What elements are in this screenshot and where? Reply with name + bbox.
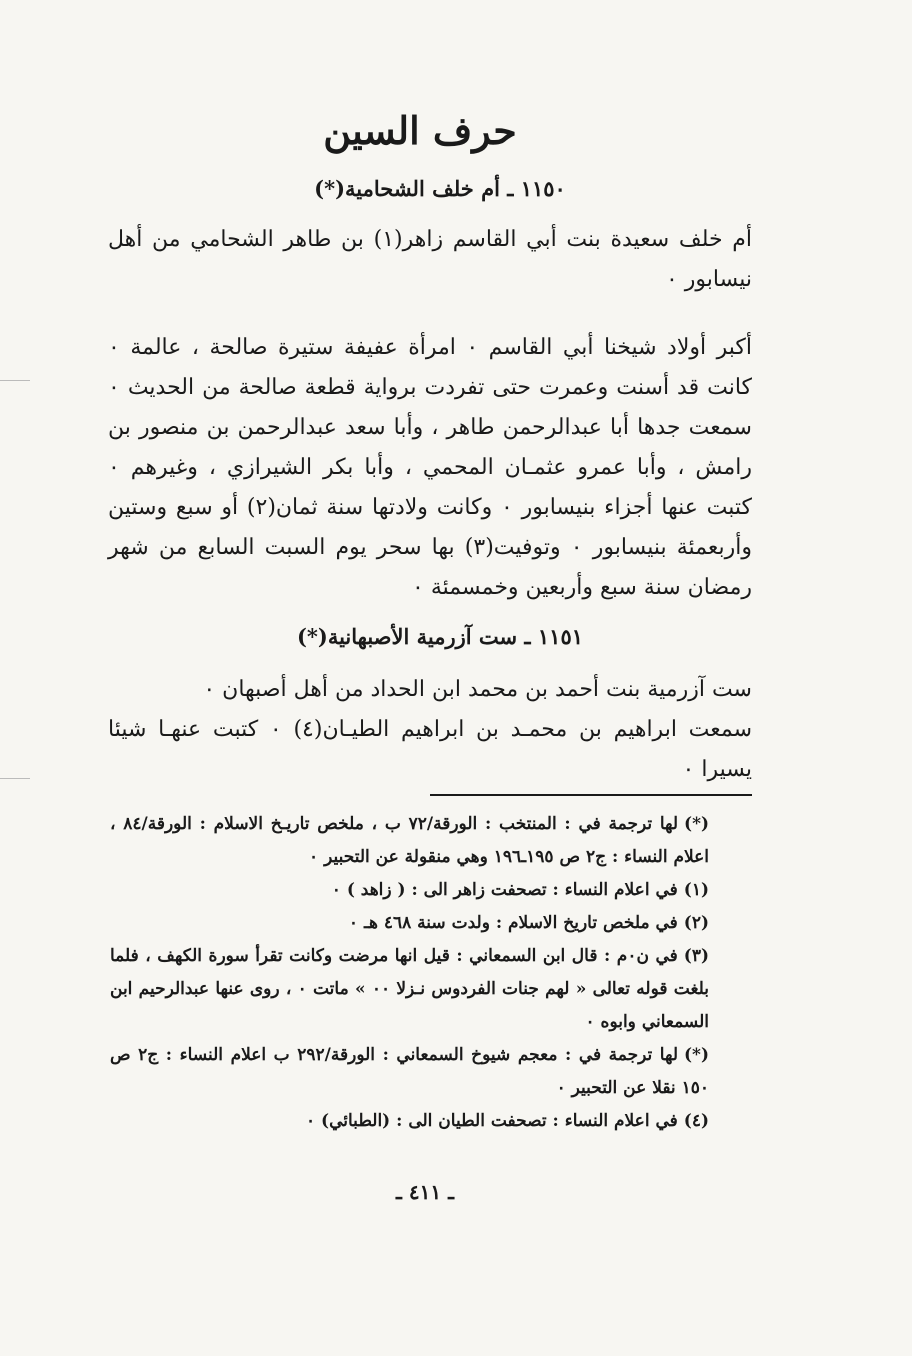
entry-1150-paragraph-2: أكبر أولاد شيخنا أبي القاسم ٠ امرأة عفيفة ستيرة صالحة ، عالمة ٠ كانت قد أسنت وعمرت حتى تفردت برواية قطعة صالحة من الحديث ٠ سمعت جدها أبا عبدالرحمن طاهر ، وأبا سعد عبدالرحمن بن منصور بن رامش ، وأبا عمرو عثمـان المحمي ، وأبا بكر الشيرازي ، وغيرهم ٠ كتبت عنها أجزاء بنيسابور ٠ وكانت ولادتها سنة ثمان(٢) أو سبع وستين وأربعمئة بنيسابور ٠ وتوفيت(٣) بها سحر يوم السبت السابع من شهر رمضان سنة سبع وأربعين وخمسمئة ٠ bbox=[108, 335, 753, 600]
footnote-text: في اعلام النساء : تصحفت زاهر الى : ( زاهد ) ٠ bbox=[331, 880, 678, 900]
footnote-mark: (*) bbox=[684, 1045, 709, 1065]
footnote-text: لها ترجمة في : المنتخب : الورقة/٧٢ ب ، ملخص تاريـخ الاسلام : الورقة/٨٤ ، اعلام النساء : ج٢ ص ١٩٥ـ١٩٦ وهي منقولة عن التحبير ٠ bbox=[110, 814, 709, 867]
page-number: ـ ٤١١ ـ bbox=[396, 1180, 454, 1204]
footnote-separator bbox=[430, 794, 752, 796]
footnote bbox=[110, 1039, 757, 1105]
entry-1151-paragraph-1: ست آزرمية بنت أحمد بن محمد ابن الحداد من أهل أصبهان ٠ bbox=[203, 677, 752, 702]
footnotes bbox=[110, 808, 757, 1138]
footnote-text: في ملخص تاريخ الاسلام : ولدت سنة ٤٦٨ هـ ٠ bbox=[348, 913, 678, 933]
footnote bbox=[110, 1105, 757, 1138]
entry-body-1151 bbox=[108, 670, 752, 790]
footnote-mark: (٣) bbox=[683, 946, 709, 966]
entry-body-1150 bbox=[108, 220, 752, 608]
scan-edge-mark bbox=[0, 778, 30, 779]
entry-heading-1151: ١١٥١ ـ ست آزرمية الأصبهانية(*) bbox=[296, 624, 584, 649]
entry-1150-paragraph-1: أم خلف سعيدة بنت أبي القاسم زاهر(١) بن طاهر الشحامي من أهل نيسابور ٠ bbox=[108, 227, 753, 292]
footnote bbox=[110, 907, 757, 940]
footnote-mark: (٤) bbox=[683, 1111, 709, 1131]
footnote bbox=[110, 940, 757, 1039]
chapter-title: حرف السين bbox=[323, 108, 517, 153]
footnote-text: في اعلام النساء : تصحفت الطيان الى : (الطبائي) ٠ bbox=[306, 1111, 678, 1131]
entry-heading-1150: ١١٥٠ ـ أم خلف الشحامية(*) bbox=[314, 176, 566, 201]
footnote-text: في ن٠م : قال ابن السمعاني : قيل انها مرضت وكانت تقرأ سورة الكهف ، فلما بلغت قوله تعالى « لهم جنات الفردوس نـزلا ٠٠ » ماتت ٠ ، روى عنها عبدالرحيم ابن السمعاني وابوه ٠ bbox=[110, 946, 710, 1032]
footnote-text: لها ترجمة في : معجم شيوخ السمعاني : الورقة/٢٩٢ ب اعلام النساء : ج٢ ص ١٥٠ نقلا عن التحبير ٠ bbox=[110, 1045, 709, 1098]
footnote-mark: (*) bbox=[684, 814, 710, 834]
footnote-mark: (٢) bbox=[683, 913, 709, 933]
footnote-mark: (١) bbox=[683, 880, 709, 900]
entry-1151-paragraph-2: سمعت ابراهيم بن محمـد بن ابراهيم الطيـان(٤) ٠ كتبت عنهـا شيئا يسيرا ٠ bbox=[108, 717, 753, 782]
scan-edge-mark bbox=[0, 380, 30, 381]
footnote bbox=[110, 808, 757, 874]
footnote bbox=[110, 874, 757, 907]
